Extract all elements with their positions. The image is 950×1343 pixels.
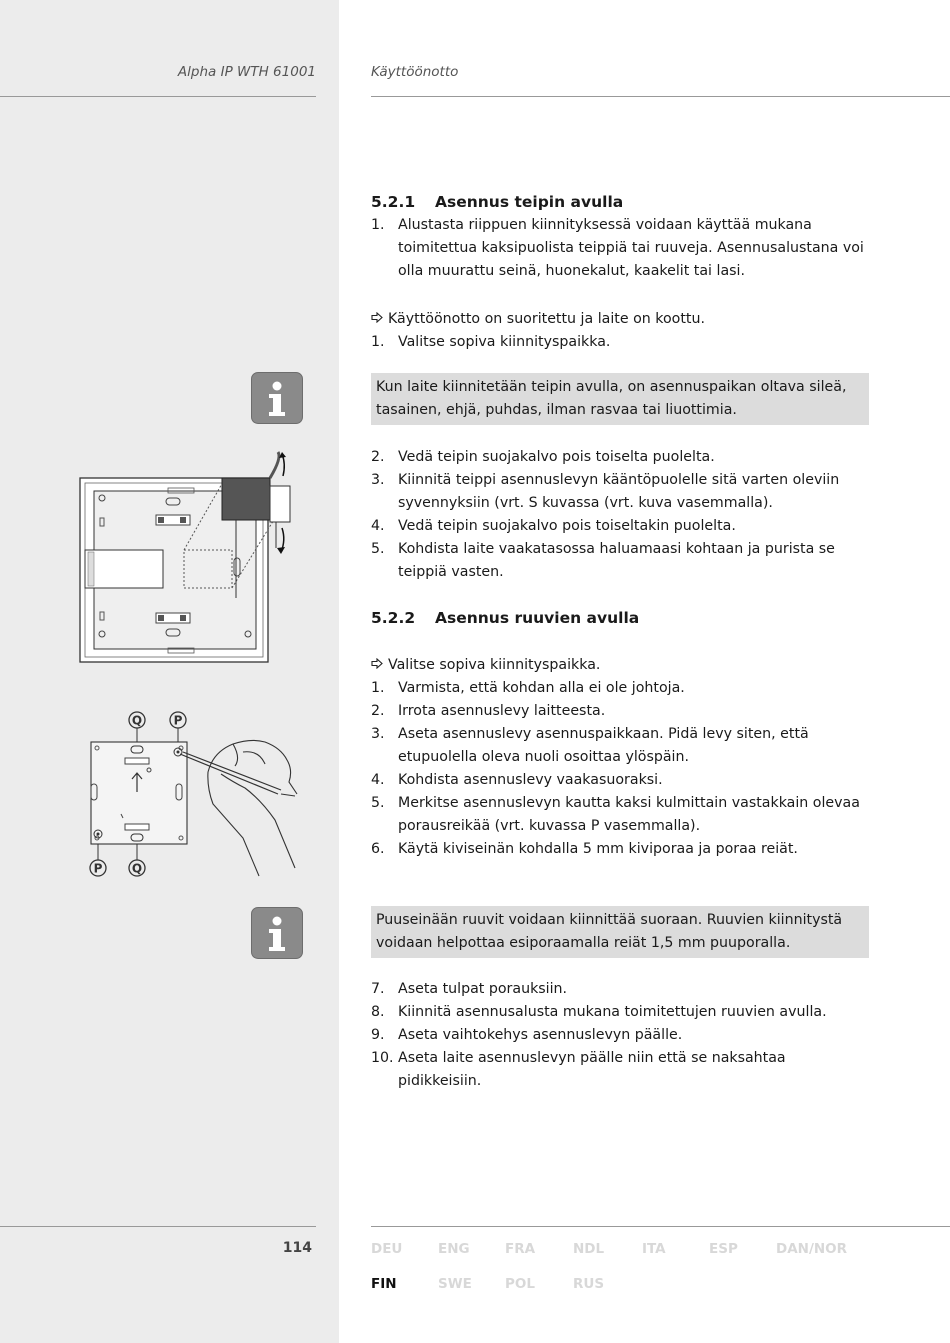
list-item: 6. Käytä kiviseinän kohdalla 5 mm kiviporaa ja poraa reiät. (371, 841, 798, 857)
lang-pol[interactable]: POL (505, 1276, 535, 1292)
footer-rule-right (371, 1226, 950, 1227)
list-item: 1. Alustasta riippuen kiinnityksessä voidaan käyttää mukana toimitettua kaksipuolista teippiä tai ruuveja. Asennusalustana voi olla muurattu seinä, huonekalut, kaakelit tai lasi. (371, 217, 864, 279)
label-q-top: Q (131, 713, 143, 728)
lang-swe[interactable]: SWE (438, 1276, 472, 1292)
section-tape (371, 191, 869, 283)
lang-ndl[interactable]: NDL (573, 1241, 605, 1257)
label-p-top: P (173, 713, 183, 728)
figure-screw-mounting (83, 708, 298, 880)
section-screws-steps (371, 654, 869, 861)
list-item: 4. Kohdista asennuslevy vaakasuoraksi. (371, 772, 663, 788)
lang-rus[interactable]: RUS (573, 1276, 605, 1292)
list-item: 2. Vedä teipin suojakalvo pois toiselta puolelta. (371, 449, 715, 465)
section-screws (371, 607, 869, 630)
figure-tape-mounting (78, 448, 296, 666)
header-rule-left (0, 96, 316, 97)
list-item: 3. Kiinnitä teippi asennuslevyn kääntöpuolelle sitä varten oleviin syvennyksiin (vrt. S kuvassa (vrt. kuva vasemmalla). (371, 472, 840, 511)
arrow-right-icon (371, 308, 383, 331)
left-margin-column (0, 0, 339, 1343)
list-item: 1. Valitse sopiva kiinnityspaikka. (371, 334, 611, 350)
lang-ita[interactable]: ITA (642, 1241, 666, 1257)
section-screws-steps-b (371, 978, 869, 1093)
section-heading-screws: 5.2.2 Asennus ruuvien avulla (371, 609, 640, 627)
label-p-bottom: P (93, 861, 103, 876)
info-icon (251, 907, 303, 959)
list-item: 9. Aseta vaihtokehys asennuslevyn päälle. (371, 1027, 683, 1043)
section-tape-steps-b (371, 446, 869, 584)
lang-esp[interactable]: ESP (709, 1241, 738, 1257)
lang-eng[interactable]: ENG (438, 1241, 470, 1257)
section-tape-steps-a (371, 308, 869, 354)
footer-rule-left (0, 1226, 316, 1227)
list-item: 10. Aseta laite asennuslevyn päälle niin että se naksahtaa pidikkeisiin. (371, 1050, 786, 1089)
list-item: 8. Kiinnitä asennusalusta mukana toimitettujen ruuvien avulla. (371, 1004, 827, 1020)
note-screws: Puuseinään ruuvit voidaan kiinnittää suoraan. Ruuvien kiinnitystä voidaan helpottaa esiporaamalla reiät 1,5 mm puuporalla. (371, 906, 869, 958)
list-item: 3. Aseta asennuslevy asennuspaikkaan. Pidä levy siten, että etupuolella oleva nuoli osoittaa ylöspäin. (371, 726, 809, 765)
arrow-right-icon (371, 654, 383, 677)
list-item: 5. Kohdista laite vaakatasossa haluamaasi kohtaan ja purista se teippiä vasten. (371, 541, 835, 580)
list-item: 7. Aseta tulpat porauksiin. (371, 981, 568, 997)
label-q-bottom: Q (131, 861, 143, 876)
lang-fin[interactable]: FIN (371, 1276, 397, 1292)
header-product: Alpha IP WTH 61001 (177, 64, 316, 80)
result-line: Käyttöönotto on suoritettu ja laite on koottu. (371, 308, 869, 331)
list-item: 4. Vedä teipin suojakalvo pois toiseltakin puolelta. (371, 518, 736, 534)
page-number: 114 (282, 1240, 312, 1256)
list-item: 2. Irrota asennuslevy laitteesta. (371, 703, 606, 719)
info-icon (251, 372, 303, 424)
header-chapter: Käyttöönotto (371, 64, 459, 80)
lang-deu[interactable]: DEU (371, 1241, 403, 1257)
note-tape: Kun laite kiinnitetään teipin avulla, on asennuspaikan oltava sileä, tasainen, ehjä, puhdas, ilman rasvaa tai liuottimia. (371, 373, 869, 425)
pre-step-line: Valitse sopiva kiinnityspaikka. (371, 654, 869, 677)
list-item: 1. Varmista, että kohdan alla ei ole johtoja. (371, 680, 685, 696)
section-heading-tape: 5.2.1 Asennus teipin avulla (371, 193, 624, 211)
lang-fra[interactable]: FRA (505, 1241, 536, 1257)
list-item: 5. Merkitse asennuslevyn kautta kaksi kulmittain vastakkain olevaa porausreikää (vrt. kuvassa P vasemmalla). (371, 795, 860, 834)
lang-dan-nor[interactable]: DAN/NOR (776, 1241, 848, 1257)
header-rule-right (371, 96, 950, 97)
